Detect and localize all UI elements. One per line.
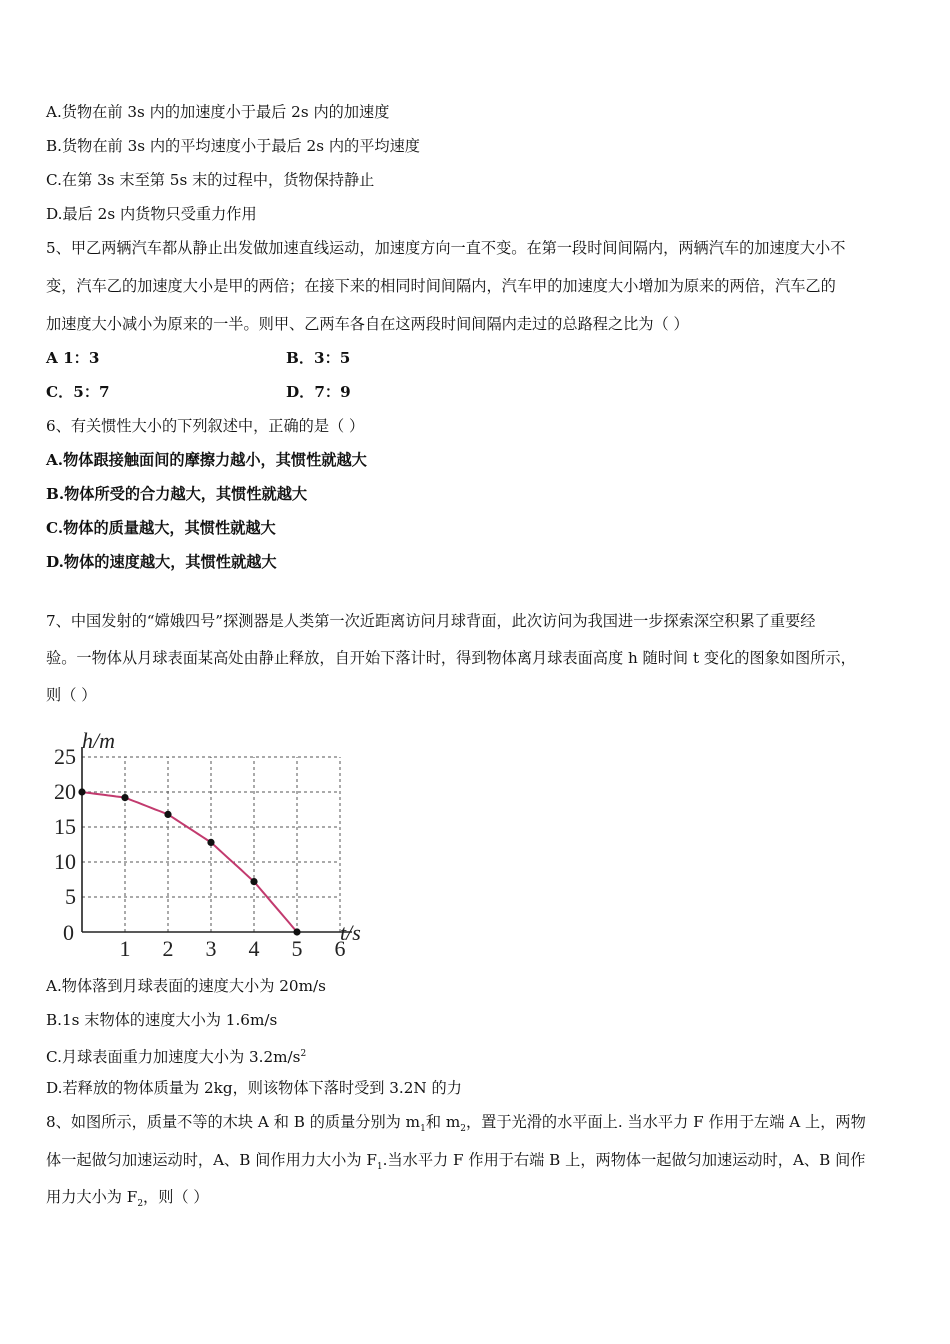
x-tick-label: 1 bbox=[119, 936, 131, 961]
q4-option-c: C.在第 3s 末至第 5s 末的过程中，货物保持静止 bbox=[46, 171, 375, 189]
q4-option-d: D.最后 2s 内货物只受重力作用 bbox=[46, 205, 257, 223]
q5-stem-line2: 变，汽车乙的加速度大小是甲的两倍；在接下来的相同时间间隔内，汽车甲的加速度大小增加为原来的两倍，汽车乙的 bbox=[46, 277, 836, 295]
x-tick-label: 4 bbox=[248, 936, 260, 961]
q6-option-a: A.物体跟接触面间的摩擦力越小，其惯性就越大 bbox=[46, 451, 367, 469]
q7-stem-line3: 则（ ） bbox=[46, 686, 97, 704]
q7-option-a: A.物体落到月球表面的速度大小为 20m/s bbox=[46, 977, 326, 995]
q6-option-d: D.物体的速度越大，其惯性就越大 bbox=[46, 553, 277, 571]
q8-line3-part-b: ，则（ ） bbox=[143, 1188, 209, 1206]
q8-sub-m2: 2 bbox=[460, 1124, 466, 1135]
q8-stem-line2 bbox=[46, 1150, 908, 1177]
q7-option-c-exponent: 2 bbox=[300, 1049, 307, 1059]
q6-option-c: C.物体的质量越大，其惯性就越大 bbox=[46, 519, 276, 537]
q7-stem-line2: 验。一物体从月球表面某高处由静止释放，自开始下落计时，得到物体离月球表面高度 h 随时间 t 变化的图象如图所示， bbox=[46, 649, 856, 667]
q5-option-d: D．7：9 bbox=[286, 383, 351, 401]
x-tick-label: 5 bbox=[291, 936, 303, 961]
q5-option-a: A 1：3 bbox=[46, 349, 100, 367]
q8-stem-line3 bbox=[46, 1187, 908, 1214]
q7-option-c-text: C.月球表面重力加速度大小为 3.2m/s bbox=[46, 1048, 301, 1067]
q4-option-a: A.货物在前 3s 内的加速度小于最后 2s 内的加速度 bbox=[46, 103, 390, 121]
y-tick-label: 5 bbox=[65, 884, 76, 909]
data-point bbox=[78, 788, 85, 795]
q4-option-b: B.货物在前 3s 内的平均速度小于最后 2s 内的平均速度 bbox=[46, 137, 420, 155]
q5-stem-line1: 5、甲乙两辆汽车都从静止出发做加速直线运动，加速度方向一直不变。在第一段时间间隔内，两辆汽车的加速度大小不 bbox=[46, 239, 846, 257]
x-tick-label: 2 bbox=[162, 936, 174, 961]
q5-option-b: B．3：5 bbox=[286, 349, 351, 367]
y-tick-label: 15 bbox=[54, 814, 76, 839]
q7-option-d: D.若释放的物体质量为 2kg，则该物体下落时受到 3.2N 的力 bbox=[46, 1079, 462, 1097]
q8-sub-f2: 2 bbox=[137, 1199, 144, 1210]
q6-stem: 6、有关惯性大小的下列叙述中，正确的是（ ） bbox=[46, 417, 365, 435]
q8-stem-line1 bbox=[46, 1112, 908, 1139]
q8-line3-part-a: 用力大小为 F bbox=[46, 1188, 138, 1206]
y-tick-label: 25 bbox=[54, 744, 76, 769]
data-point bbox=[121, 794, 128, 801]
q8-line1-part-b: 和 m bbox=[425, 1113, 461, 1131]
y-tick-label: 20 bbox=[54, 779, 76, 804]
q7-option-b: B.1s 末物体的速度大小为 1.6m/s bbox=[46, 1011, 278, 1029]
x-tick-label: 6 bbox=[334, 936, 346, 961]
x-axis-label: t/s bbox=[340, 920, 361, 945]
graph-axes bbox=[82, 747, 352, 932]
data-point bbox=[164, 811, 171, 818]
h-t-graph bbox=[46, 722, 376, 962]
q5-stem-line3: 加速度大小减小为原来的一半。则甲、乙两车各自在这两段时间间隔内走过的总路程之比为（ ） bbox=[46, 315, 689, 333]
origin-label: 0 bbox=[63, 920, 74, 945]
q8-sub-f1: 1 bbox=[376, 1162, 383, 1173]
q5-options-row1 bbox=[46, 348, 908, 368]
q8-line1-part-c: ，置于光滑的水平面上. 当水平力 F 作用于左端 A 上，两物 bbox=[465, 1113, 866, 1131]
q8-line2-part-b: .当水平力 F 作用于右端 B 上，两物体一起做匀加速运动时，A、B 间作 bbox=[382, 1151, 866, 1169]
data-point bbox=[207, 839, 214, 846]
data-point bbox=[250, 878, 257, 885]
q6-option-b: B.物体所受的合力越大，其惯性就越大 bbox=[46, 485, 308, 503]
x-tick-label: 3 bbox=[205, 936, 217, 961]
q5-option-c: C．5：7 bbox=[46, 383, 110, 401]
q8-sub-m1: 1 bbox=[420, 1124, 426, 1135]
q7-option-c bbox=[46, 1044, 908, 1067]
q5-options-row2 bbox=[46, 382, 908, 402]
q8-line1-part-a: 8、如图所示，质量不等的木块 A 和 B 的质量分别为 m bbox=[46, 1113, 421, 1131]
graph-tick-labels bbox=[54, 744, 346, 961]
q8-line2-part-a: 体一起做匀加速运动时，A、B 间作用力大小为 F bbox=[46, 1151, 377, 1169]
graph-series bbox=[78, 788, 300, 935]
y-axis-label: h/m bbox=[82, 728, 115, 753]
q7-stem-line1: 7、中国发射的“嫦娥四号”探测器是人类第一次近距离访问月球背面，此次访问为我国进一步探索深空积累了重要经 bbox=[46, 612, 816, 630]
data-point bbox=[293, 928, 300, 935]
y-tick-label: 10 bbox=[54, 849, 76, 874]
